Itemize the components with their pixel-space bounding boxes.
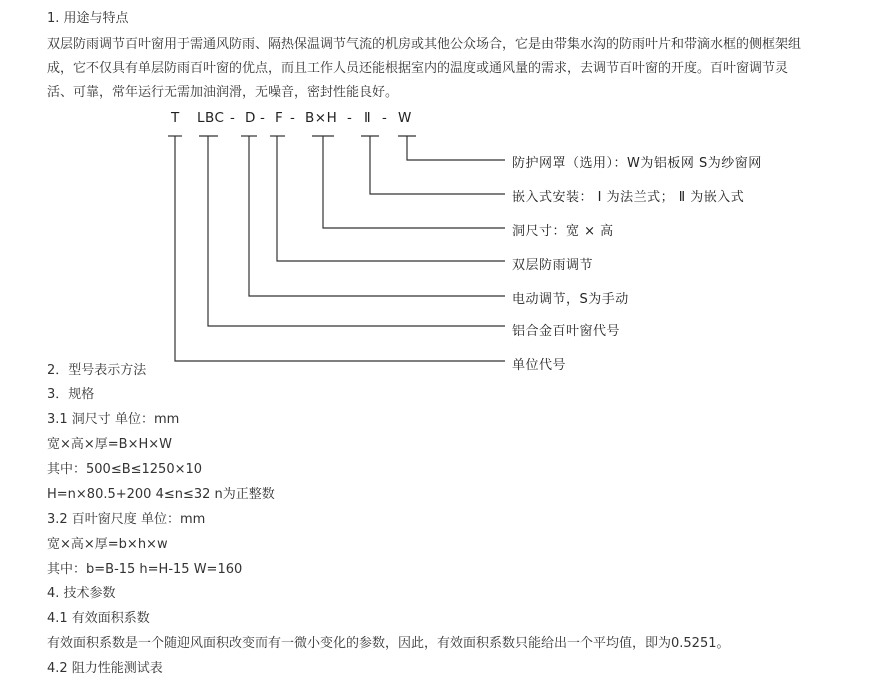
code-dash: -: [260, 110, 266, 126]
formula-louver-values: 其中：b=B-15 h=H-15 W=160: [47, 562, 243, 577]
section-heading-tech: 4. 技术参数: [47, 586, 116, 601]
intro-line: 成，它不仅具有单层防雨百叶窗的优点，而且工作人员还能根据室内的温度或通风量的需求，去调节百叶窗的开度。百叶窗调节灵: [47, 61, 789, 76]
code-bxh: B×H: [305, 110, 338, 126]
leader-line-w: [407, 136, 505, 160]
code-dash: -: [382, 110, 388, 126]
code-lbc: LBC: [197, 110, 225, 126]
code-f: F: [275, 110, 284, 126]
subheading-louver-size: 3.2 百叶窗尺度 单位：mm: [47, 512, 206, 527]
legend-adjust-type: 电动调节，S为手动: [512, 292, 629, 307]
leader-line-f: [277, 136, 505, 261]
leader-line-lbc: [208, 136, 505, 326]
leader-line-t: [175, 136, 505, 361]
formula-h: H=n×80.5+200 4≤n≤32 n为正整数: [47, 487, 275, 502]
code-w: W: [398, 110, 412, 126]
legend-hole-size: 洞尺寸：宽 × 高: [512, 224, 614, 239]
legend-protective-mesh: 防护网罩（选用）：W为铝板网 S为纱窗网: [512, 156, 762, 171]
subheading-effective-area: 4.1 有效面积系数: [47, 611, 150, 626]
intro-line: 双层防雨调节百叶窗用于需通风防雨、隔热保温调节气流的机房或其他公众场合，它是由带集水沟的防雨叶片和带滴水框的侧框架组: [47, 37, 802, 52]
code-t: T: [171, 110, 180, 126]
code-dash: -: [347, 110, 353, 126]
subheading-resistance-table: 4.2 阻力性能测试表: [47, 661, 163, 676]
range-b: 其中：500≤B≤1250×10: [47, 462, 203, 477]
legend-double-rainproof: 双层防雨调节: [512, 258, 594, 273]
leader-line-bxh: [323, 136, 505, 228]
intro-line: 活、可靠，常年运行无需加油润滑，无噪音，密封性能良好。: [47, 85, 399, 100]
code-dash: -: [290, 110, 296, 126]
effective-area-text: 有效面积系数是一个随迎风面积改变而有一微小变化的参数，因此，有效面积系数只能给出一个平均值，即为0.5251。: [47, 636, 730, 651]
legend-aluminum-code: 铝合金百叶窗代号: [512, 324, 621, 339]
code-dash: -: [230, 110, 236, 126]
section-heading-usage: 1. 用途与特点: [47, 11, 129, 26]
formula-hole: 宽×高×厚=B×H×W: [47, 437, 173, 452]
legend-install-type: 嵌入式安装： Ⅰ 为法兰式； Ⅱ 为嵌入式: [512, 190, 745, 205]
section-heading-model: 2．型号表示方法: [47, 363, 147, 378]
code-ii: Ⅱ: [364, 110, 372, 126]
section-heading-spec: 3．规格: [47, 387, 95, 402]
legend-unit-code: 单位代号: [512, 358, 567, 373]
code-d: D: [245, 110, 256, 126]
leader-line-ii: [370, 136, 505, 194]
subheading-hole-size: 3.1 洞尺寸 单位：mm: [47, 412, 180, 427]
formula-louver: 宽×高×厚=b×h×w: [47, 537, 168, 552]
